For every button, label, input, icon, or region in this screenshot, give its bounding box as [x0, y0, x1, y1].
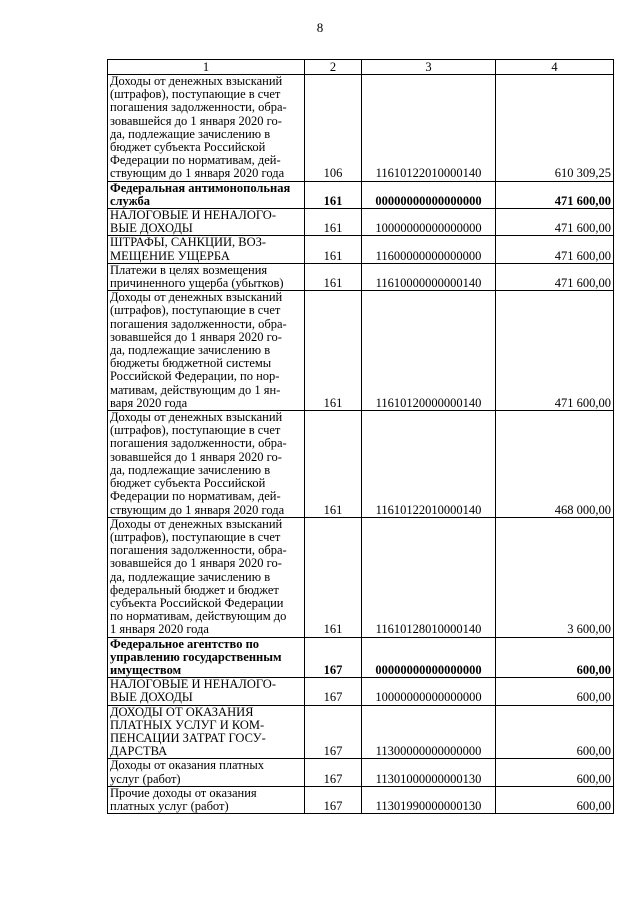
- table-row: [108, 678, 614, 705]
- row-admin-code-cell: 161: [305, 209, 362, 236]
- table-header-row: [108, 60, 614, 75]
- row-name-cell: Доходы от денежных взысканий (штрафов), поступающие в счет погашения задолженности, обра- зовавшейся до 1 января 2020 го- да, подлежащие зачислению в бюджет субъекта Российской Федерации по нормативам, дей- ствующим до 1 января 2020 года: [108, 411, 305, 518]
- row-amount-cell: 471 600,00: [496, 291, 614, 411]
- row-admin-code-cell: 167: [305, 759, 362, 786]
- table-row: [108, 209, 614, 236]
- row-admin-code-cell: 167: [305, 678, 362, 705]
- column-header: 4: [496, 60, 614, 75]
- row-amount-cell: 471 600,00: [496, 236, 614, 263]
- row-classification-code-cell: 11610122010000140: [362, 75, 496, 182]
- row-name-cell: НАЛОГОВЫЕ И НЕНАЛОГО- ВЫЕ ДОХОДЫ: [108, 678, 305, 705]
- row-classification-code-cell: 11301000000000130: [362, 759, 496, 786]
- table-row: [108, 263, 614, 290]
- row-classification-code-cell: 00000000000000000: [362, 181, 496, 208]
- row-classification-code-cell: 10000000000000000: [362, 209, 496, 236]
- row-admin-code-cell: 167: [305, 786, 362, 813]
- row-name-cell: Доходы от денежных взысканий (штрафов), поступающие в счет погашения задолженности, обра- зовавшейся до 1 января 2020 го- да, подлежащие зачислению в бюджеты бюджетной системы Российской Федерации, по нор- мативам, действующим до 1 ян- варя 2020 года: [108, 291, 305, 411]
- row-admin-code-cell: 161: [305, 236, 362, 263]
- row-name-cell: ШТРАФЫ, САНКЦИИ, ВОЗ- МЕЩЕНИЕ УЩЕРБА: [108, 236, 305, 263]
- page-number: 8: [316, 20, 324, 35]
- table-row: [108, 291, 614, 411]
- row-name-cell: НАЛОГОВЫЕ И НЕНАЛОГО- ВЫЕ ДОХОДЫ: [108, 209, 305, 236]
- row-classification-code-cell: 11300000000000000: [362, 705, 496, 759]
- table-row: [108, 786, 614, 813]
- table-row: [108, 637, 614, 678]
- row-amount-cell: 471 600,00: [496, 181, 614, 208]
- row-amount-cell: 600,00: [496, 637, 614, 678]
- row-admin-code-cell: 167: [305, 637, 362, 678]
- table-row: [108, 517, 614, 637]
- table-row: [108, 411, 614, 518]
- row-classification-code-cell: 11610122010000140: [362, 411, 496, 518]
- row-name-cell: Доходы от оказания платных услуг (работ): [108, 759, 305, 786]
- revenue-table: [107, 59, 614, 814]
- row-classification-code-cell: 11301990000000130: [362, 786, 496, 813]
- table-row: [108, 705, 614, 759]
- table-row: [108, 759, 614, 786]
- row-name-cell: Прочие доходы от оказания платных услуг (работ): [108, 786, 305, 813]
- column-header: 3: [362, 60, 496, 75]
- row-name-cell: Доходы от денежных взысканий (штрафов), поступающие в счет погашения задолженности, обра- зовавшейся до 1 января 2020 го- да, подлежащие зачислению в федеральный бюджет и бюджет субъекта Российской Федерации по нормативам, действующим до 1 января 2020 года: [108, 517, 305, 637]
- row-amount-cell: 600,00: [496, 759, 614, 786]
- row-name-cell: ДОХОДЫ ОТ ОКАЗАНИЯ ПЛАТНЫХ УСЛУГ И КОМ- ПЕНСАЦИИ ЗАТРАТ ГОСУ- ДАРСТВА: [108, 705, 305, 759]
- row-admin-code-cell: 167: [305, 705, 362, 759]
- row-admin-code-cell: 161: [305, 263, 362, 290]
- row-amount-cell: 468 000,00: [496, 411, 614, 518]
- row-admin-code-cell: 106: [305, 75, 362, 182]
- row-amount-cell: 471 600,00: [496, 263, 614, 290]
- row-amount-cell: 471 600,00: [496, 209, 614, 236]
- row-name-cell: Платежи в целях возмещения причиненного ущерба (убытков): [108, 263, 305, 290]
- row-admin-code-cell: 161: [305, 411, 362, 518]
- table-row: [108, 181, 614, 208]
- column-header: 1: [108, 60, 305, 75]
- row-classification-code-cell: 11610128010000140: [362, 517, 496, 637]
- row-admin-code-cell: 161: [305, 517, 362, 637]
- row-admin-code-cell: 161: [305, 291, 362, 411]
- row-classification-code-cell: 11610120000000140: [362, 291, 496, 411]
- row-classification-code-cell: 00000000000000000: [362, 637, 496, 678]
- row-classification-code-cell: 11600000000000000: [362, 236, 496, 263]
- row-amount-cell: 600,00: [496, 705, 614, 759]
- table-row: [108, 75, 614, 182]
- row-name-cell: Федеральная антимонопольная служба: [108, 181, 305, 208]
- row-amount-cell: 3 600,00: [496, 517, 614, 637]
- row-amount-cell: 600,00: [496, 678, 614, 705]
- row-classification-code-cell: 10000000000000000: [362, 678, 496, 705]
- row-admin-code-cell: 161: [305, 181, 362, 208]
- row-name-cell: Федеральное агентство по управлению государственным имуществом: [108, 637, 305, 678]
- table-row: [108, 236, 614, 263]
- row-name-cell: Доходы от денежных взысканий (штрафов), поступающие в счет погашения задолженности, обра- зовавшейся до 1 января 2020 го- да, подлежащие зачислению в бюджет субъекта Российской Федерации по нормативам, дей- ствующим до 1 января 2020 года: [108, 75, 305, 182]
- row-amount-cell: 610 309,25: [496, 75, 614, 182]
- column-header: 2: [305, 60, 362, 75]
- row-classification-code-cell: 11610000000000140: [362, 263, 496, 290]
- row-amount-cell: 600,00: [496, 786, 614, 813]
